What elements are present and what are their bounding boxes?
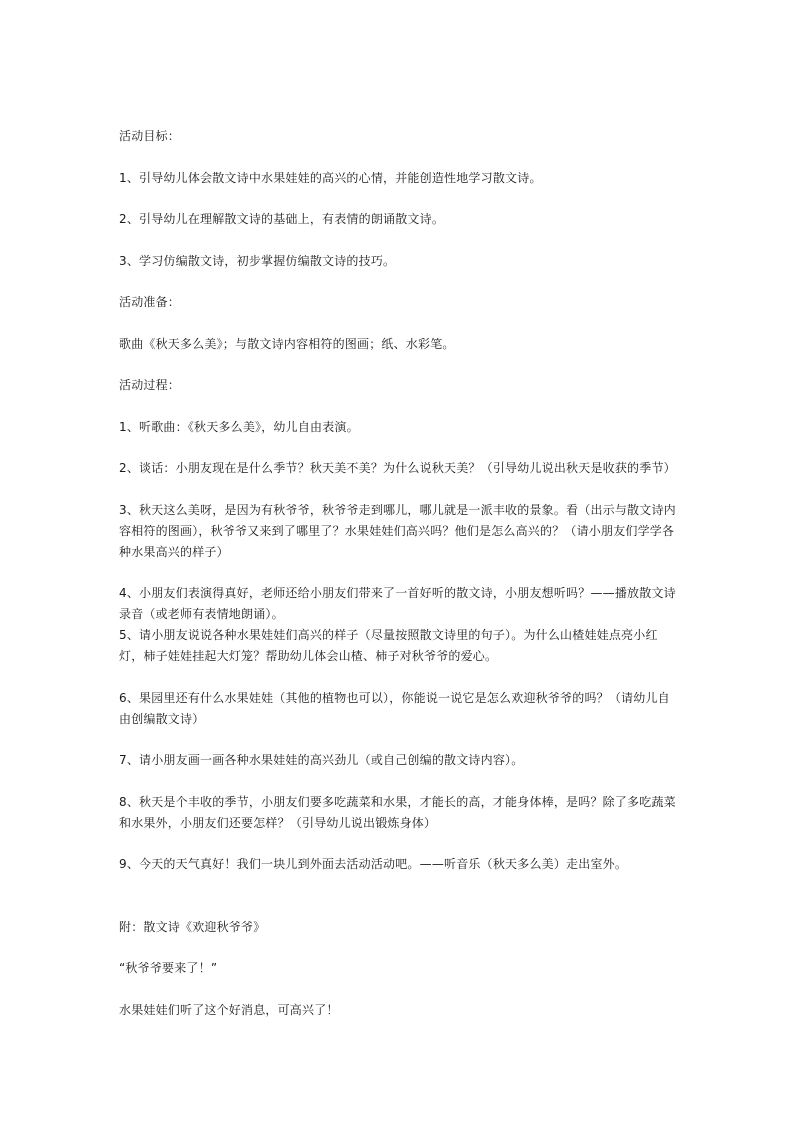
process-step: 1、听歌曲：《秋天多么美》，幼儿自由表演。 xyxy=(119,420,359,434)
process-step: 4、小朋友们表演得真好，老师还给小朋友们带来了一首好听的散文诗，小朋友想听吗？——播放散文诗录音（或老师有表情地朗诵）。 xyxy=(119,586,676,621)
process-step: 9、今天的天气真好！我们一块儿到外面去活动活动吧。——听音乐（秋天多么美）走出室外。 xyxy=(119,857,628,871)
prep-heading: 活动准备： xyxy=(119,295,181,309)
poem-line: “秋爷爷要来了！” xyxy=(119,961,218,975)
process-step: 7、请小朋友画一画各种水果娃娃的高兴劲儿（或自己创编的散文诗内容）。 xyxy=(119,753,524,767)
process-heading: 活动过程： xyxy=(119,378,181,392)
process-step: 8、秋天是个丰收的季节，小朋友们要多吃蔬菜和水果，才能长的高，才能身体棒，是吗？除了多吃蔬菜和水果外，小朋友们还要怎样？（引导幼儿说出锻炼身体） xyxy=(119,795,676,830)
process-step: 2、谈话：小朋友现在是什么季节？秋天美不美？为什么说秋天美？（引导幼儿说出秋天是收获的季节） xyxy=(119,461,676,475)
process-step: 6、果园里还有什么水果娃娃（其他的植物也可以），你能说一说它是怎么欢迎秋爷爷的吗？（请幼儿自由创编散文诗） xyxy=(119,691,670,726)
goal-item: 1、引导幼儿体会散文诗中水果娃娃的高兴的心情，并能创造性地学习散文诗。 xyxy=(119,171,542,185)
process-step: 5、请小朋友说说各种水果娃娃们高兴的样子（尽量按照散文诗里的句子）。为什么山楂娃娃点亮小红灯，柿子娃娃挂起大灯笼？帮助幼儿体会山楂、柿子对秋爷爷的爱心。 xyxy=(119,628,658,663)
prep-text: 歌曲《秋天多么美》；与散文诗内容相符的图画；纸、水彩笔。 xyxy=(119,337,455,351)
appendix-heading: 附：散文诗《欢迎秋爷爷》 xyxy=(119,920,266,934)
process-step: 3、秋天这么美呀，是因为有秋爷爷，秋爷爷走到哪儿，哪儿就是一派丰收的景象。看（出示与散文诗内容相符的图画），秋爷爷又来到了哪里了？水果娃娃们高兴吗？他们是怎么高兴的？（请小朋友们学学各种水果高兴的样子） xyxy=(119,503,676,559)
poem-line: 水果娃娃们听了这个好消息，可高兴了！ xyxy=(119,1003,339,1017)
goal-item: 2、引导幼儿在理解散文诗的基础上，有表情的朗诵散文诗。 xyxy=(119,212,445,226)
goal-item: 3、学习仿编散文诗，初步掌握仿编散文诗的技巧。 xyxy=(119,254,396,268)
goals-heading: 活动目标： xyxy=(119,129,181,143)
